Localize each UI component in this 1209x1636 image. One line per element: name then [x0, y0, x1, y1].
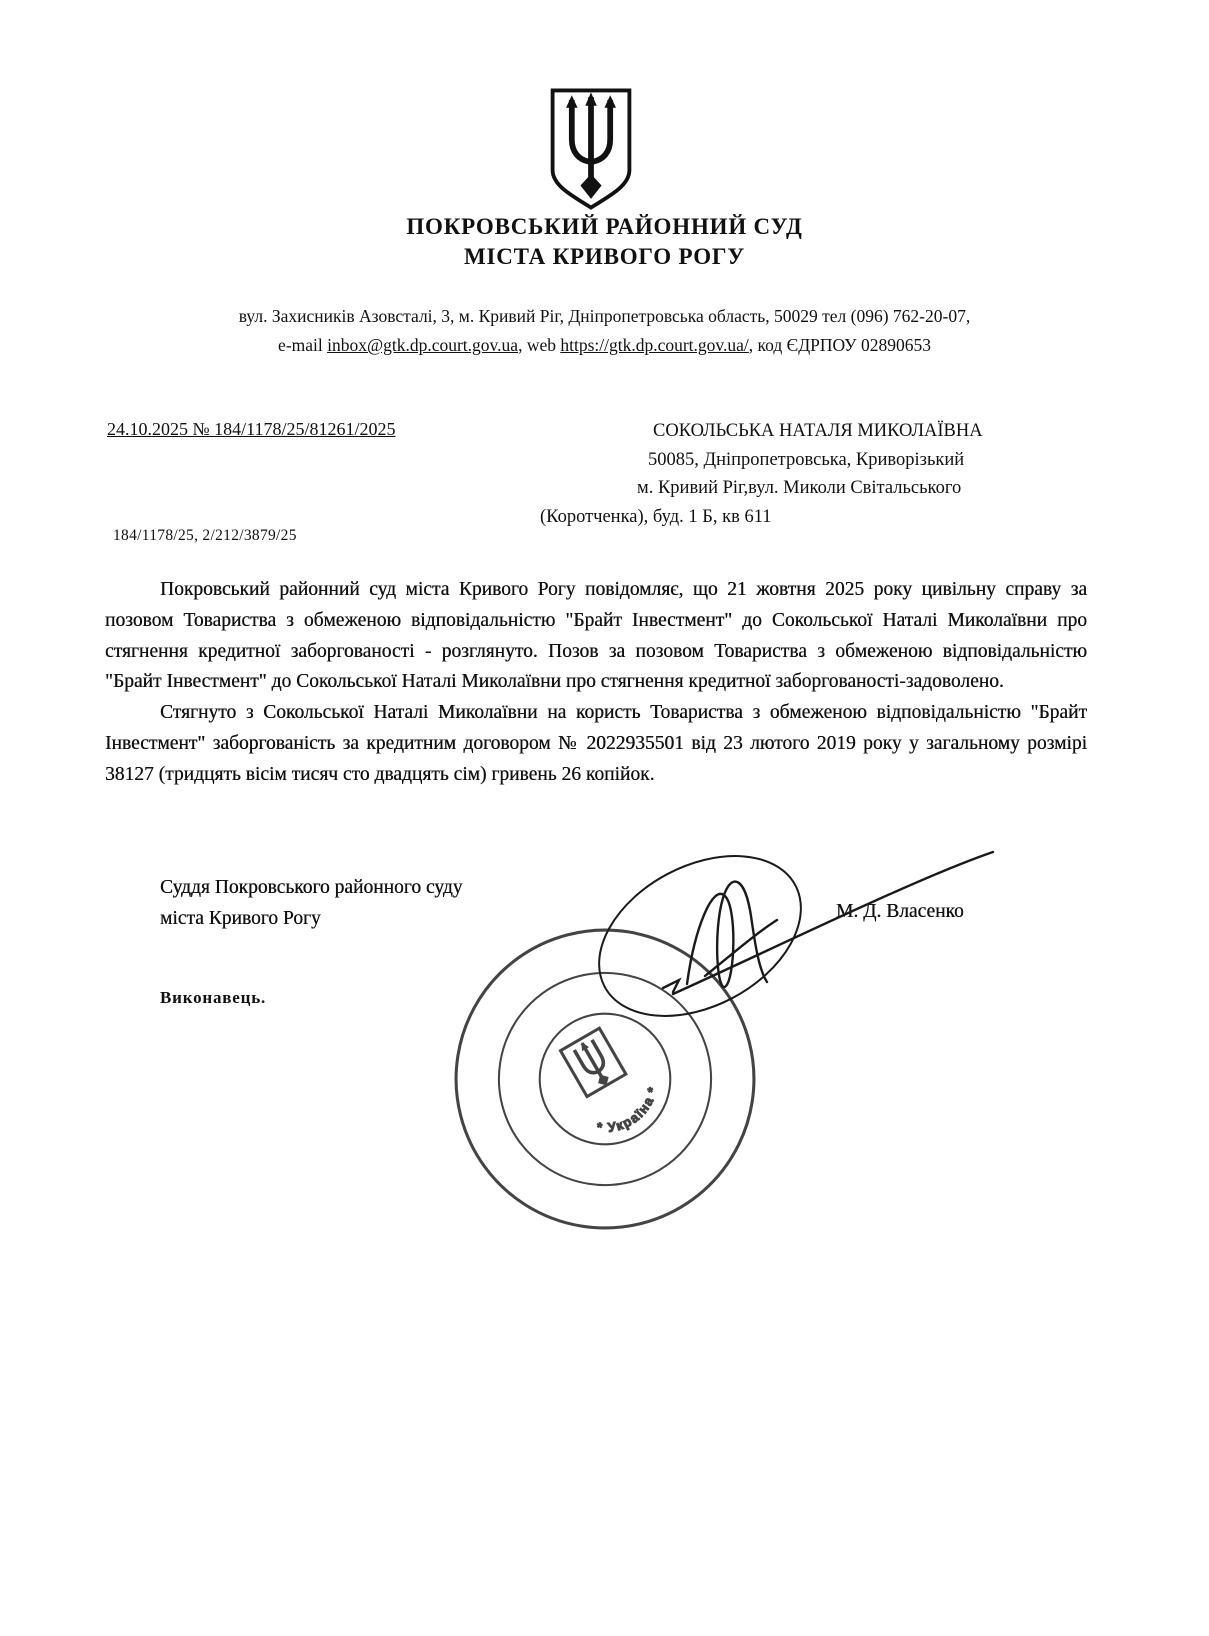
email-link[interactable]: inbox@gtk.dp.court.gov.ua [327, 335, 519, 355]
letter-body [105, 575, 1087, 791]
case-numbers: 184/1178/25, 2/212/3879/25 [113, 527, 297, 544]
svg-text:Ідентифікаційний код 02890653 [636, 1171, 758, 1232]
web-label: , web [518, 335, 561, 355]
court-name-line2: МІСТА КРИВОГО РОГУ [463, 244, 746, 269]
recipient-block [540, 417, 1085, 531]
stamp-trident-icon [560, 1028, 625, 1096]
recipient-region: 50085, Дніпропетровська, Криворізький [648, 449, 965, 470]
stamp-country-text: * Україна * [596, 1084, 661, 1136]
executor-label: Виконавець. [160, 988, 267, 1007]
letter-date-number: 24.10.2025 № 184/1178/25/81261/2025 [107, 419, 396, 439]
recipient-street: м. Кривий Ріг,вул. Миколи Світальського [637, 478, 962, 498]
recipient-name: СОКОЛЬСЬКА НАТАЛЯ МИКОЛАЇВНА [653, 421, 983, 441]
ukraine-trident-icon [543, 84, 639, 214]
judge-role [160, 872, 463, 934]
body-paragraph-1: Покровський районний суд міста Кривого Рогу повідомляє, що 21 жовтня 2025 року цивільну справу за позовом Товариства з обмеженою відповідальністю "Брайт Інвестмент" до Сокольської Наталі Миколаївни про стягнення кредитної заборгованості - розглянуто. Позов за позовом Товариства з обмеженою відповідальністю "Брайт Інвестмент" до Сокольської Наталі Миколаївни про стягнення кредитної заборгованості-задоволено. [105, 579, 1087, 693]
body-paragraph-2: Стягнуто з Сокольської Наталі Миколаївни на користь Товариства з обмеженою відповідальністю "Брайт Інвестмент" заборгованість за кредитним договором № 2022935501 від 23 лютого 2019 року у загальному розмірі 38127 (тридцять вісім тисяч сто двадцять сім) гривень 26 копійок. [105, 702, 1087, 785]
judge-name: М. Д. Власенко [836, 901, 964, 922]
edrpou-code: , код ЄДРПОУ 02890653 [748, 335, 931, 355]
stamp-inner-text [636, 1171, 758, 1232]
judge-role-line1: Суддя Покровського районного суду [160, 877, 463, 898]
contact-line2 [0, 331, 1209, 360]
court-name-line1: ПОКРОВСЬКИЙ РАЙОННИЙ СУД [406, 214, 803, 239]
recipient-building: (Коротченка), буд. 1 Б, кв 611 [540, 506, 772, 527]
contact-address: вул. Захисників Азовсталі, 3, м. Кривий Ріг, Дніпропетровська область, 50029 тел (096) 762-20-07, [238, 306, 971, 326]
judge-signature [545, 836, 1005, 1022]
page-title [0, 212, 1209, 272]
email-label: e-mail [278, 335, 328, 355]
contact-block [0, 302, 1209, 360]
judge-role-line2: міста Кривого Рогу [160, 908, 321, 929]
web-link[interactable]: https://gtk.dp.court.gov.ua/ [560, 335, 749, 355]
